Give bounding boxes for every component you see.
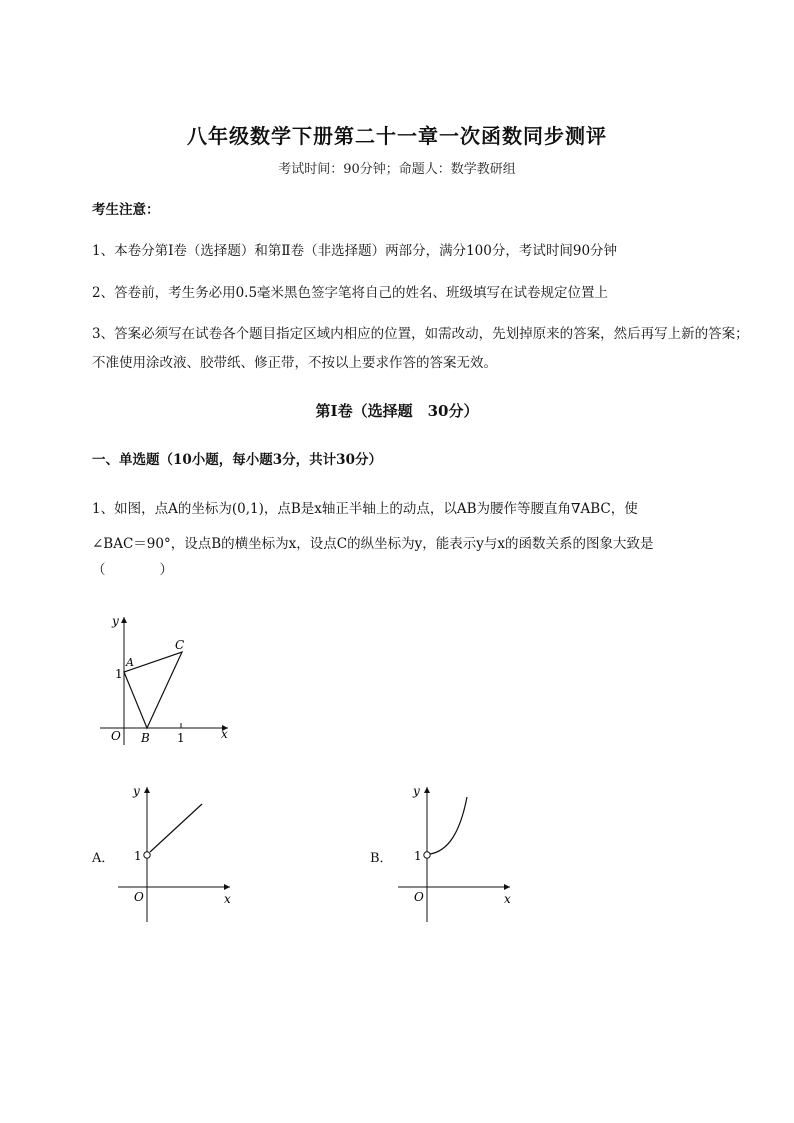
y-axis-label: y xyxy=(133,784,140,798)
x-axis-label: x xyxy=(221,727,228,741)
option-a-graph[interactable] xyxy=(110,775,240,925)
part-heading: 一、单选题（10小题，每小题3分，共计30分） xyxy=(92,452,382,468)
x-axis-label: x xyxy=(504,892,511,906)
x-axis-label: x xyxy=(224,892,231,906)
curve-graph-line xyxy=(430,797,467,854)
notice-item-2: 2、答卷前，考生务必用0.5毫米黑色签字笔将自己的姓名、班级填写在试卷规定位置上 xyxy=(92,285,609,301)
option-a-label[interactable]: A． xyxy=(92,851,115,866)
question-1-answer-paren: （ ） xyxy=(92,562,173,578)
question-1-line-2: ∠BAC＝90°，设点B的横坐标为x，设点C的纵坐标为y，能表示y与x的函数关系的图象大致是 xyxy=(92,536,654,552)
notice-heading: 考生注意： xyxy=(92,202,160,218)
page-title: 八年级数学下册第二十一章一次函数同步测评 xyxy=(187,124,607,148)
origin-label: O xyxy=(414,890,424,904)
notice-item-1: 1、本卷分第I卷（选择题）和第Ⅱ卷（非选择题）两部分，满分100分，考试时间90分钟 xyxy=(92,243,618,259)
section-title: 第I卷（选择题 30分） xyxy=(315,402,479,420)
question-1-figure xyxy=(95,605,245,755)
open-point xyxy=(424,852,430,858)
y-tick-label-1: 1 xyxy=(115,667,123,681)
notice-item-3: 3、答案必须写在试卷各个题目指定区域内相应的位置，如需改动，先划掉原来的答案，然后再写上新的答案；不准使用涂改液、胶带纸、修正带，不按以上要求作答的答案无效。 xyxy=(92,326,749,371)
y-tick-label: 1 xyxy=(414,849,422,863)
point-b-label: B xyxy=(141,731,150,745)
point-c-label: C xyxy=(175,638,185,652)
point-a-label: A xyxy=(126,656,134,669)
y-tick-label: 1 xyxy=(134,849,142,863)
y-axis-label: y xyxy=(413,784,420,798)
origin-label: O xyxy=(134,890,144,904)
option-b-graph[interactable] xyxy=(390,775,520,925)
option-b-label[interactable]: B． xyxy=(370,851,393,866)
origin-label: O xyxy=(111,729,121,743)
open-point xyxy=(144,852,150,858)
x-tick-label-1: 1 xyxy=(177,731,185,745)
question-1-line-1: 1、如图，点A的坐标为(0,1)，点B是x轴正半轴上的动点，以AB为腰作等腰直角∇ABC，使 xyxy=(92,501,638,517)
y-axis-label: y xyxy=(112,614,119,628)
linear-graph-line xyxy=(150,804,202,852)
exam-info: 考试时间：90分钟；命题人：数学教研组 xyxy=(278,162,516,177)
